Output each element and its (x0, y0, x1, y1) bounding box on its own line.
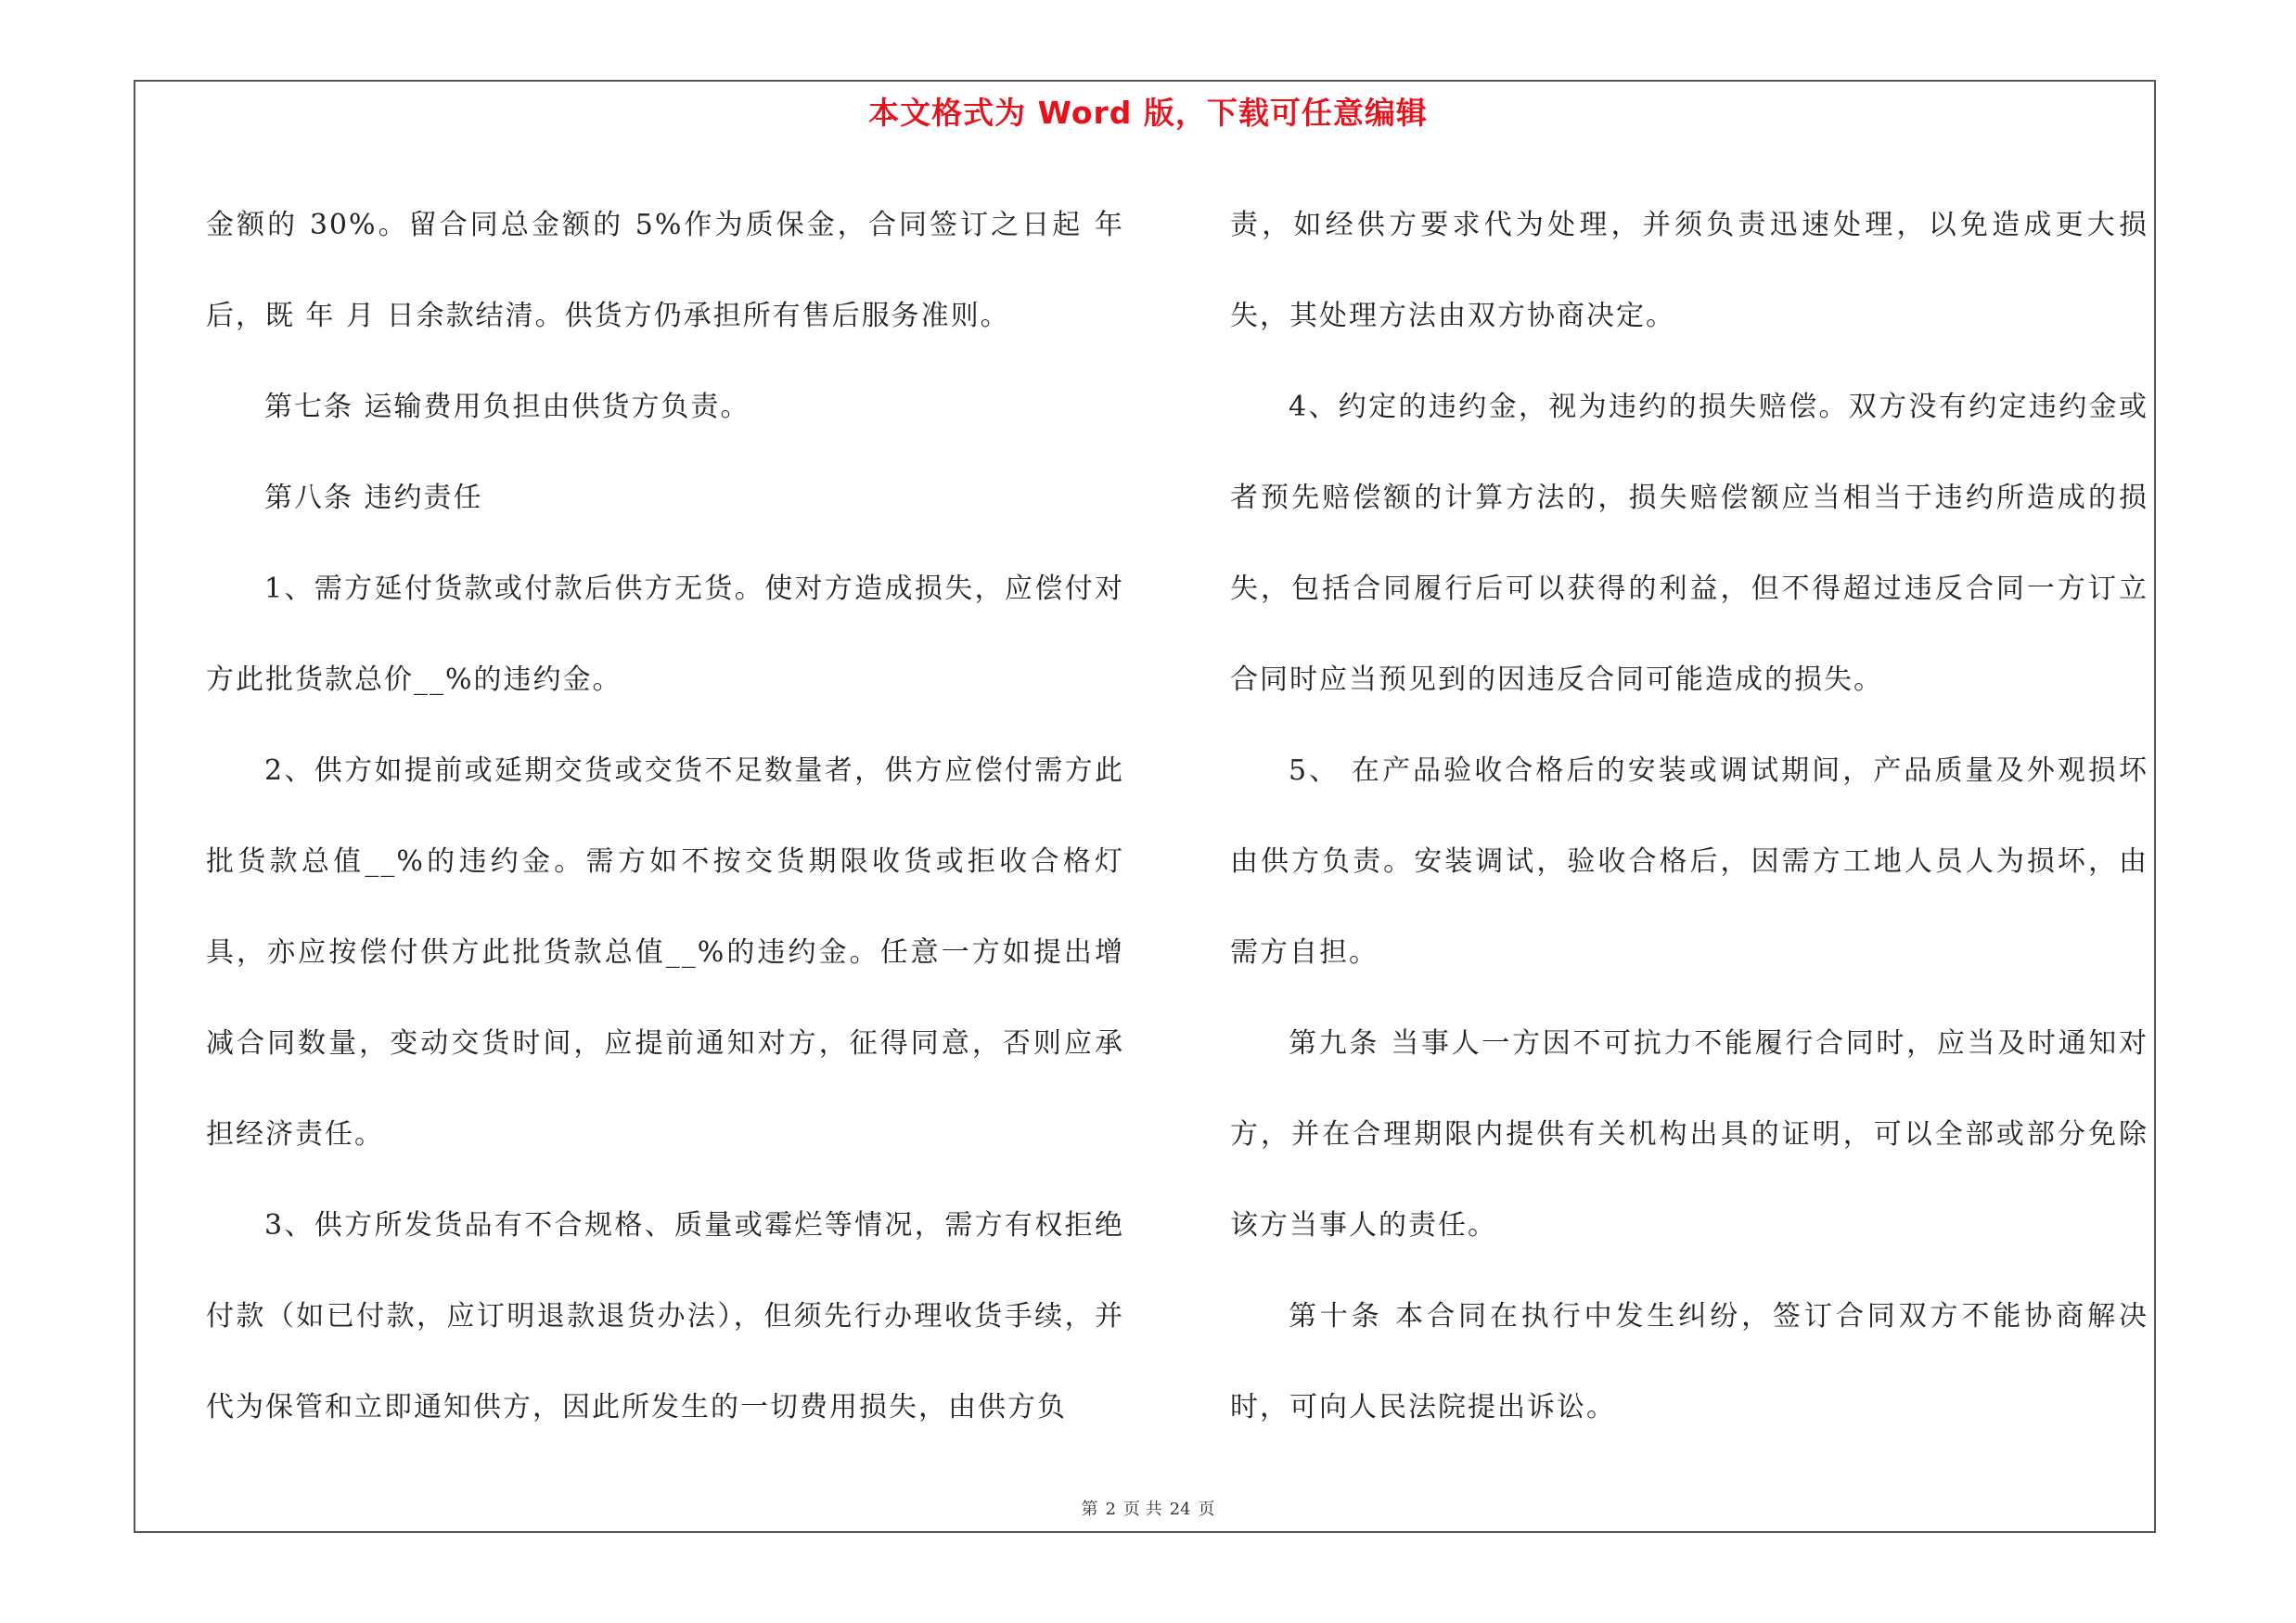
paragraph: 2、供方如提前或延期交货或交货不足数量者，供方应偿付需方此批货款总值__%的违约金。需方如不按交货期限收货或拒收合格灯具，亦应按偿付供方此批货款总值__%的违约金。任意一方如提出增减合同数量，变动交货时间，应提前通知对方，征得同意，否则应承担经济责任。 (206, 754, 1124, 1151)
paragraph: 5、 在产品验收合格后的安装或调试期间，产品质量及外观损坏由供方负责。安装调试，验收合格后，因需方工地人员人为损坏，由需方自担。 (1230, 754, 2148, 969)
paragraph: 责，如经供方要求代为处理，并须负责迅速处理，以免造成更大损失，其处理方法由双方协商决定。 (1230, 209, 2148, 332)
page-number-footer (0, 1496, 2296, 1520)
word-format-notice: 本文格式为 Word 版，下载可任意编辑 (868, 95, 1428, 131)
paragraph: 4、约定的违约金，视为违约的损失赔偿。双方没有约定违约金或者预先赔偿额的计算方法的，损失赔偿额应当相当于违约所造成的损失，包括合同履行后可以获得的利益，但不得超过违反合同一方订立合同时应当预见到的因违反合同可能造成的损失。 (1230, 391, 2148, 696)
footer-prefix: 第 (1081, 1500, 1098, 1519)
paragraph: 3、供方所发货品有不合规格、质量或霉烂等情况，需方有权拒绝付款（如已付款，应订明退款退货办法），但须先行办理收货手续，并代为保管和立即通知供方，因此所发生的一切费用损失，由供方负 (206, 1209, 1124, 1423)
paragraph: 第八条 违约责任 (264, 482, 483, 514)
paragraph: 1、需方延付货款或付款后供方无货。使对方造成损失，应偿付对方此批货款总价__%的违约金。 (206, 573, 1124, 696)
paragraph: 第七条 运输费用负担由供货方负责。 (264, 391, 750, 423)
footer-middle: 页 共 (1122, 1500, 1162, 1519)
paragraph: 第九条 当事人一方因不可抗力不能履行合同时，应当及时通知对方，并在合理期限内提供有关机构出具的证明，可以全部或部分免除该方当事人的责任。 (1230, 1027, 2148, 1242)
left-column (206, 180, 1124, 1453)
paragraph: 第十条 本合同在执行中发生纠纷，签订合同双方不能协商解决时，可向人民法院提出诉讼。 (1230, 1300, 2148, 1423)
total-pages-number: 24 (1169, 1500, 1191, 1519)
right-column (1230, 180, 2148, 1453)
current-page-number: 2 (1105, 1500, 1116, 1519)
paragraph: 金额的 30%。留合同总金额的 5%作为质保金，合同签订之日起 年后，既 年 月 日余款结清。供货方仍承担所有售后服务准则。 (206, 209, 1124, 332)
footer-suffix: 页 (1198, 1500, 1215, 1519)
